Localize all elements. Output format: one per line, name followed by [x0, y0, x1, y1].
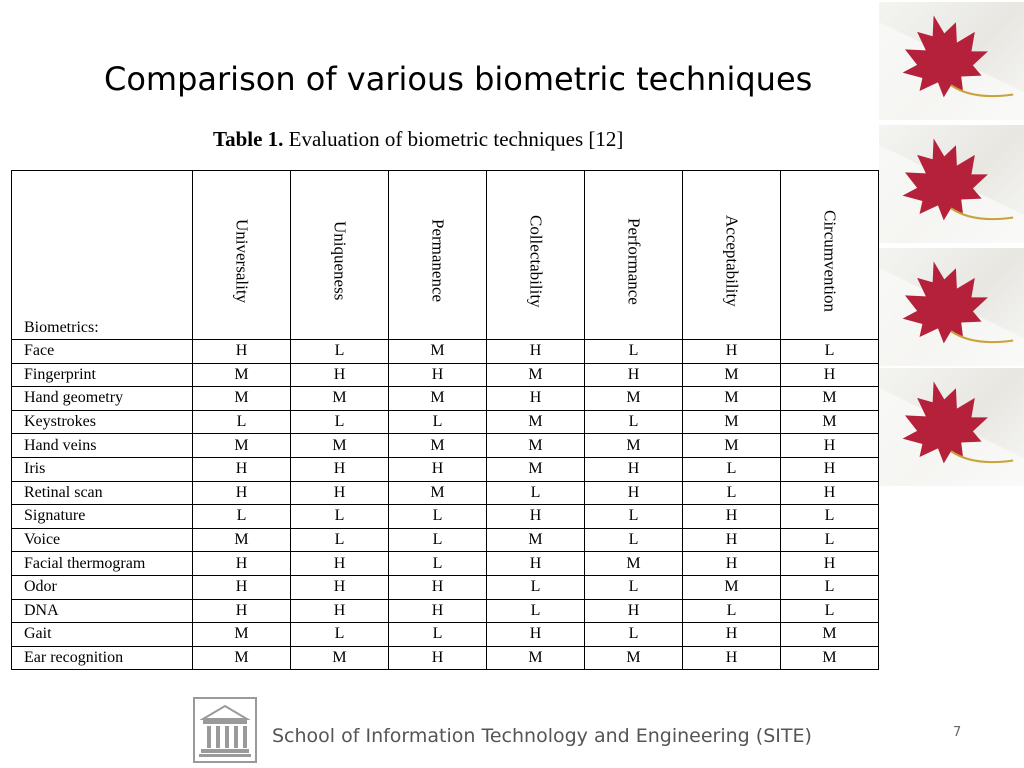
table-row	[12, 457, 879, 481]
criterion-label: Collectability	[526, 214, 546, 308]
maple-leaf-tile	[879, 248, 1024, 366]
table-row	[12, 646, 879, 670]
rating-cell: L	[781, 575, 879, 599]
table-body	[12, 340, 879, 670]
rating-cell: L	[781, 340, 879, 364]
rating-cell: H	[781, 434, 879, 458]
rating-cell: M	[389, 481, 487, 505]
table-row	[12, 552, 879, 576]
rating-cell: H	[389, 646, 487, 670]
criterion-label: Uniqueness	[330, 221, 350, 301]
rating-cell: M	[683, 575, 781, 599]
rating-cell: M	[487, 457, 585, 481]
rating-cell: M	[487, 410, 585, 434]
criterion-header	[389, 171, 487, 340]
criterion-header	[683, 171, 781, 340]
rating-cell: L	[585, 623, 683, 647]
rating-cell: L	[487, 481, 585, 505]
rating-cell: M	[683, 363, 781, 387]
rating-cell: L	[193, 410, 291, 434]
rating-cell: M	[193, 646, 291, 670]
criterion-label: Permanence	[428, 219, 448, 303]
rating-cell: L	[291, 410, 389, 434]
maple-leaf-icon	[879, 248, 1024, 366]
criterion-label: Acceptability	[722, 215, 742, 307]
rating-cell: H	[291, 363, 389, 387]
rating-cell: L	[389, 528, 487, 552]
maple-leaf-strip	[879, 0, 1024, 488]
slide-number: 7	[953, 725, 962, 740]
rating-cell: L	[389, 623, 487, 647]
rating-cell: H	[389, 575, 487, 599]
rating-cell: L	[585, 340, 683, 364]
rating-cell: L	[585, 505, 683, 529]
biometric-name: Keystrokes	[12, 410, 193, 434]
criterion-header	[781, 171, 879, 340]
footer-school-name: School of Information Technology and Engineering (SITE)	[272, 725, 812, 747]
table-row	[12, 481, 879, 505]
rating-cell: L	[389, 505, 487, 529]
rating-cell: M	[683, 434, 781, 458]
biometric-name: Iris	[12, 457, 193, 481]
rating-cell: L	[683, 599, 781, 623]
table-caption-text: Evaluation of biometric techniques [12]	[288, 127, 624, 151]
rating-cell: M	[291, 434, 389, 458]
rating-cell: H	[585, 599, 683, 623]
table-row	[12, 599, 879, 623]
rating-cell: L	[683, 457, 781, 481]
rating-cell: H	[781, 457, 879, 481]
rating-cell: H	[193, 599, 291, 623]
rating-cell: M	[193, 528, 291, 552]
rating-cell: H	[291, 599, 389, 623]
maple-leaf-tile	[879, 2, 1024, 120]
rating-cell: H	[487, 340, 585, 364]
biometric-name: Facial thermogram	[12, 552, 193, 576]
rating-cell: M	[389, 340, 487, 364]
biometric-name: Gait	[12, 623, 193, 647]
rating-cell: M	[781, 623, 879, 647]
table-row	[12, 505, 879, 529]
rating-cell: L	[487, 599, 585, 623]
rating-cell: H	[291, 457, 389, 481]
criterion-header	[193, 171, 291, 340]
maple-leaf-tile	[879, 125, 1024, 243]
biometric-name: Ear recognition	[12, 646, 193, 670]
rating-cell: L	[781, 528, 879, 552]
rating-cell: M	[585, 552, 683, 576]
rating-cell: L	[781, 599, 879, 623]
rating-cell: L	[487, 575, 585, 599]
rating-cell: L	[683, 481, 781, 505]
rating-cell: L	[389, 410, 487, 434]
rating-cell: M	[781, 387, 879, 411]
rating-cell: H	[389, 363, 487, 387]
criterion-header	[291, 171, 389, 340]
biometric-name: DNA	[12, 599, 193, 623]
biometric-name: Signature	[12, 505, 193, 529]
rating-cell: H	[683, 505, 781, 529]
rating-cell: M	[193, 623, 291, 647]
criterion-header	[585, 171, 683, 340]
rating-cell: H	[683, 646, 781, 670]
rating-cell: H	[781, 481, 879, 505]
rating-cell: H	[585, 457, 683, 481]
table-caption	[213, 127, 623, 152]
table-row	[12, 410, 879, 434]
rating-cell: M	[487, 646, 585, 670]
biometric-name: Hand geometry	[12, 387, 193, 411]
table-row	[12, 528, 879, 552]
biometric-name: Retinal scan	[12, 481, 193, 505]
criterion-header	[487, 171, 585, 340]
rating-cell: H	[291, 575, 389, 599]
rating-cell: M	[389, 434, 487, 458]
rating-cell: M	[487, 434, 585, 458]
rating-cell: H	[683, 552, 781, 576]
rating-cell: M	[487, 528, 585, 552]
rating-cell: M	[291, 387, 389, 411]
rating-cell: H	[193, 340, 291, 364]
biometric-name: Hand veins	[12, 434, 193, 458]
rating-cell: M	[781, 646, 879, 670]
rating-cell: H	[193, 457, 291, 481]
rating-cell: L	[291, 623, 389, 647]
rating-cell: L	[585, 575, 683, 599]
maple-leaf-icon	[879, 2, 1024, 120]
rating-cell: M	[389, 387, 487, 411]
rating-cell: H	[291, 481, 389, 505]
rating-cell: M	[585, 434, 683, 458]
table-header-row	[12, 171, 879, 340]
rating-cell: M	[585, 387, 683, 411]
table-row	[12, 623, 879, 647]
rating-cell: M	[193, 434, 291, 458]
rating-cell: L	[291, 528, 389, 552]
rating-cell: H	[781, 363, 879, 387]
rating-cell: H	[683, 528, 781, 552]
table-row	[12, 434, 879, 458]
criterion-label: Universality	[232, 218, 252, 304]
rating-cell: H	[389, 457, 487, 481]
rating-cell: H	[193, 575, 291, 599]
university-building-icon	[193, 697, 257, 768]
table-row	[12, 575, 879, 599]
rating-cell: M	[193, 387, 291, 411]
rating-cell: H	[193, 552, 291, 576]
biometric-name: Voice	[12, 528, 193, 552]
rating-cell: H	[781, 552, 879, 576]
rating-cell: H	[487, 552, 585, 576]
rating-cell: H	[487, 505, 585, 529]
rating-cell: H	[487, 623, 585, 647]
rating-cell: M	[193, 363, 291, 387]
table-row	[12, 340, 879, 364]
rating-cell: H	[291, 552, 389, 576]
maple-leaf-tile	[879, 368, 1024, 486]
rating-cell: L	[389, 552, 487, 576]
rating-cell: M	[683, 387, 781, 411]
rating-cell: M	[291, 646, 389, 670]
rating-cell: H	[683, 340, 781, 364]
rating-cell: M	[585, 646, 683, 670]
table-row	[12, 387, 879, 411]
rating-cell: M	[683, 410, 781, 434]
rating-cell: M	[487, 363, 585, 387]
table-row	[12, 363, 879, 387]
table-corner-label: Biometrics:	[12, 171, 193, 340]
rating-cell: H	[389, 599, 487, 623]
biometric-name: Odor	[12, 575, 193, 599]
table-caption-label: Table 1.	[213, 127, 284, 151]
rating-cell: L	[291, 505, 389, 529]
rating-cell: H	[683, 623, 781, 647]
rating-cell: L	[781, 505, 879, 529]
criterion-label: Performance	[624, 217, 644, 305]
slide-title: Comparison of various biometric techniques	[104, 60, 813, 98]
biometric-name: Fingerprint	[12, 363, 193, 387]
rating-cell: L	[585, 528, 683, 552]
rating-cell: L	[193, 505, 291, 529]
criterion-label: Circumvention	[820, 210, 840, 312]
biometrics-table	[11, 170, 879, 670]
maple-leaf-icon	[879, 368, 1024, 486]
rating-cell: L	[585, 410, 683, 434]
biometric-name: Face	[12, 340, 193, 364]
rating-cell: H	[487, 387, 585, 411]
maple-leaf-icon	[879, 125, 1024, 243]
rating-cell: L	[291, 340, 389, 364]
rating-cell: H	[585, 363, 683, 387]
rating-cell: M	[781, 410, 879, 434]
rating-cell: H	[193, 481, 291, 505]
rating-cell: H	[585, 481, 683, 505]
